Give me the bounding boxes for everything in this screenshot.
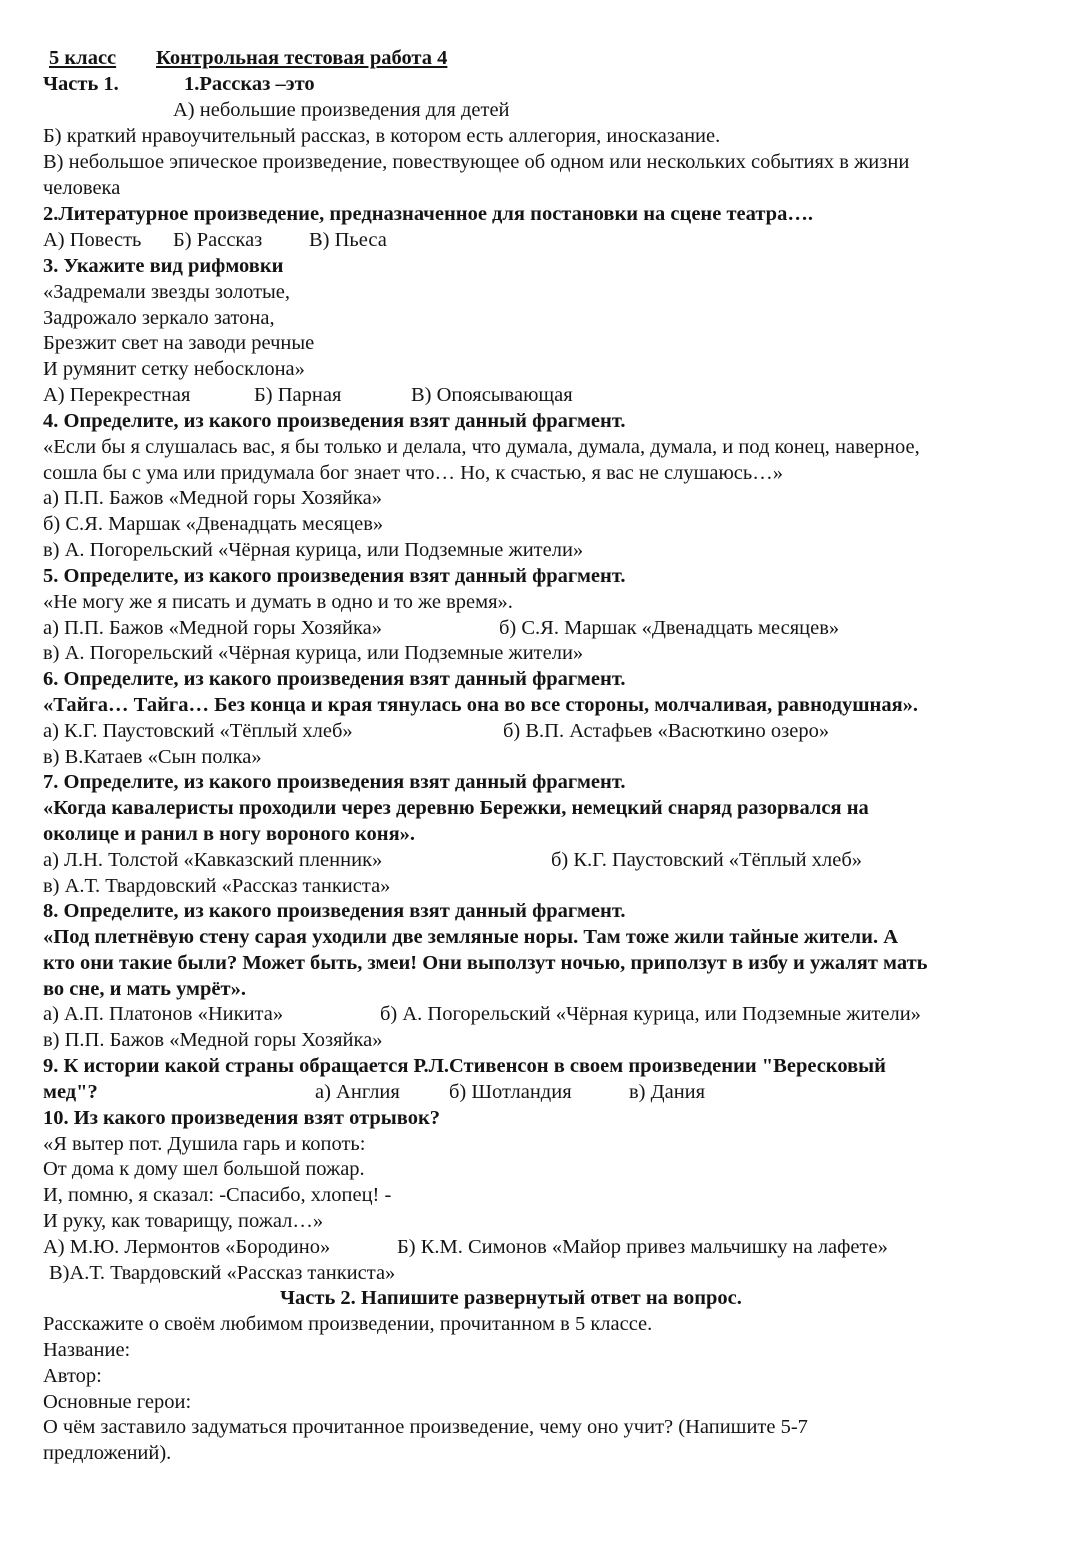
q3-option-b: Б) Парная xyxy=(254,384,342,406)
q1-option-b: Б) краткий нравоучительный рассказ, в котором есть аллегория, иносказание. xyxy=(43,125,721,147)
q2-option-c: В) Пьеса xyxy=(309,229,387,251)
q1-option-c-cont: человека xyxy=(43,177,121,199)
q4-option-a: а) П.П. Бажов «Медной горы Хозяйка» xyxy=(43,487,382,509)
question-7: 7. Определите, из какого произведения взят данный фрагмент. xyxy=(43,771,626,793)
part2-line: О чём заставило задуматься прочитанное произведение, чему оно учит? (Напишите 5-7 xyxy=(43,1416,808,1438)
question-2: 2.Литературное произведение, предназначенное для постановки на сцене театра…. xyxy=(43,203,813,225)
q7-option-a: а) Л.Н. Толстой «Кавказский пленник» xyxy=(43,849,383,871)
question-6: 6. Определите, из какого произведения взят данный фрагмент. xyxy=(43,668,626,690)
q3-option-a: А) Перекрестная xyxy=(43,384,191,406)
test-title: Контрольная тестовая работа 4 xyxy=(156,47,448,69)
q4-quote-line: сошла бы с ума или придумала бог знает что… Но, к счастью, я вас не слушаюсь…» xyxy=(43,462,783,484)
q2-option-b: Б) Рассказ xyxy=(173,229,263,251)
q3-option-c: В) Опоясывающая xyxy=(411,384,573,406)
q10-quote-line: От дома к дому шел большой пожар. xyxy=(43,1158,365,1180)
q10-option-c: В)А.Т. Твардовский «Рассказ танкиста» xyxy=(49,1262,396,1284)
q7-quote-line: околице и ранил в ногу вороного коня». xyxy=(43,823,416,845)
q10-option-a: А) М.Ю. Лермонтов «Бородино» xyxy=(43,1236,331,1258)
q6-option-a: а) К.Г. Паустовский «Тёплый хлеб» xyxy=(43,720,353,742)
q8-quote-line: во сне, и мать умрёт». xyxy=(43,978,246,1000)
question-10: 10. Из какого произведения взят отрывок? xyxy=(43,1107,441,1129)
q1-option-a: А) небольшие произведения для детей xyxy=(173,99,510,121)
q5-quote-line: «Не могу же я писать и думать в одно и то же время». xyxy=(43,591,513,613)
q6-option-c: в) В.Катаев «Сын полка» xyxy=(43,746,262,768)
q9-option-a: а) Англия xyxy=(315,1081,400,1103)
part2-field-heroes: Основные герои: xyxy=(43,1391,192,1413)
q9-option-b: б) Шотландия xyxy=(449,1081,572,1103)
q1-option-c: В) небольшое эпическое произведение, повествующее об одном или нескольких событиях в жизни xyxy=(43,151,910,173)
q7-quote-line: «Когда кавалеристы проходили через деревню Бережки, немецкий снаряд разорвался на xyxy=(43,797,869,819)
q9-option-c: в) Дания xyxy=(629,1081,706,1103)
q7-option-c: в) А.Т. Твардовский «Рассказ танкиста» xyxy=(43,875,391,897)
q5-option-a: а) П.П. Бажов «Медной горы Хозяйка» xyxy=(43,617,382,639)
part2-line: предложений). xyxy=(43,1442,172,1464)
q8-quote-line: кто они такие были? Может быть, змеи! Они выползут ночью, приползут в избу и ужалят мать xyxy=(43,952,928,974)
question-4: 4. Определите, из какого произведения взят данный фрагмент. xyxy=(43,410,626,432)
q4-option-c: в) А. Погорельский «Чёрная курица, или Подземные жители» xyxy=(43,539,584,561)
grade-label: 5 класс xyxy=(49,47,117,69)
q3-quote-line: И румянит сетку небосклона» xyxy=(43,358,305,380)
q3-quote-line: Задрожало зеркало затона, xyxy=(43,307,275,329)
q8-quote-line: «Под плетнёвую стену сарая уходили две земляные норы. Там тоже жили тайные жители. А xyxy=(43,926,898,948)
q10-option-b: Б) К.М. Симонов «Майор привез мальчишку на лафете» xyxy=(397,1236,888,1258)
q8-option-b: б) А. Погорельский «Чёрная курица, или Подземные жители» xyxy=(380,1003,921,1025)
q7-option-b: б) К.Г. Паустовский «Тёплый хлеб» xyxy=(551,849,863,871)
q4-option-b: б) С.Я. Маршак «Двенадцать месяцев» xyxy=(43,513,384,535)
q3-quote-line: «Задремали звезды золотые, xyxy=(43,281,291,303)
question-3: 3. Укажите вид рифмовки xyxy=(43,255,284,277)
q10-quote-line: И руку, как товарищу, пожал…» xyxy=(43,1210,324,1232)
question-8: 8. Определите, из какого произведения взят данный фрагмент. xyxy=(43,900,626,922)
q5-option-c: в) А. Погорельский «Чёрная курица, или Подземные жители» xyxy=(43,642,584,664)
q6-option-b: б) В.П. Астафьев «Васюткино озеро» xyxy=(503,720,830,742)
q2-option-a: А) Повесть xyxy=(43,229,142,251)
q5-option-b: б) С.Я. Маршак «Двенадцать месяцев» xyxy=(499,617,840,639)
question-5: 5. Определите, из какого произведения взят данный фрагмент. xyxy=(43,565,626,587)
q8-option-a: а) А.П. Платонов «Никита» xyxy=(43,1003,284,1025)
q8-option-c: в) П.П. Бажов «Медной горы Хозяйка» xyxy=(43,1029,383,1051)
q4-quote-line: «Если бы я слушалась вас, я бы только и делала, что думала, думала, думала, и под конец, наверное, xyxy=(43,436,920,458)
q3-quote-line: Брезжит свет на заводи речные xyxy=(43,332,315,354)
question-9-cont: мед"? xyxy=(43,1081,98,1103)
q10-quote-line: «Я вытер пот. Душила гарь и копоть: xyxy=(43,1133,366,1155)
question-9: 9. К истории какой страны обращается Р.Л.Стивенсон в своем произведении "Вересковый xyxy=(43,1055,886,1077)
q6-quote-line: «Тайга… Тайга… Без конца и края тянулась она во все стороны, молчаливая, равнодушная». xyxy=(43,694,919,716)
part2-field-author: Автор: xyxy=(43,1365,102,1387)
question-1: 1.Рассказ –это xyxy=(184,73,315,95)
q10-quote-line: И, помню, я сказал: -Спасибо, хлопец! - xyxy=(43,1184,392,1206)
part2-field-title: Название: xyxy=(43,1339,131,1361)
part2-heading: Часть 2. Напишите развернутый ответ на вопрос. xyxy=(280,1287,742,1309)
part2-line: Расскажите о своём любимом произведении, прочитанном в 5 классе. xyxy=(43,1313,653,1335)
part1-label: Часть 1. xyxy=(43,73,119,95)
